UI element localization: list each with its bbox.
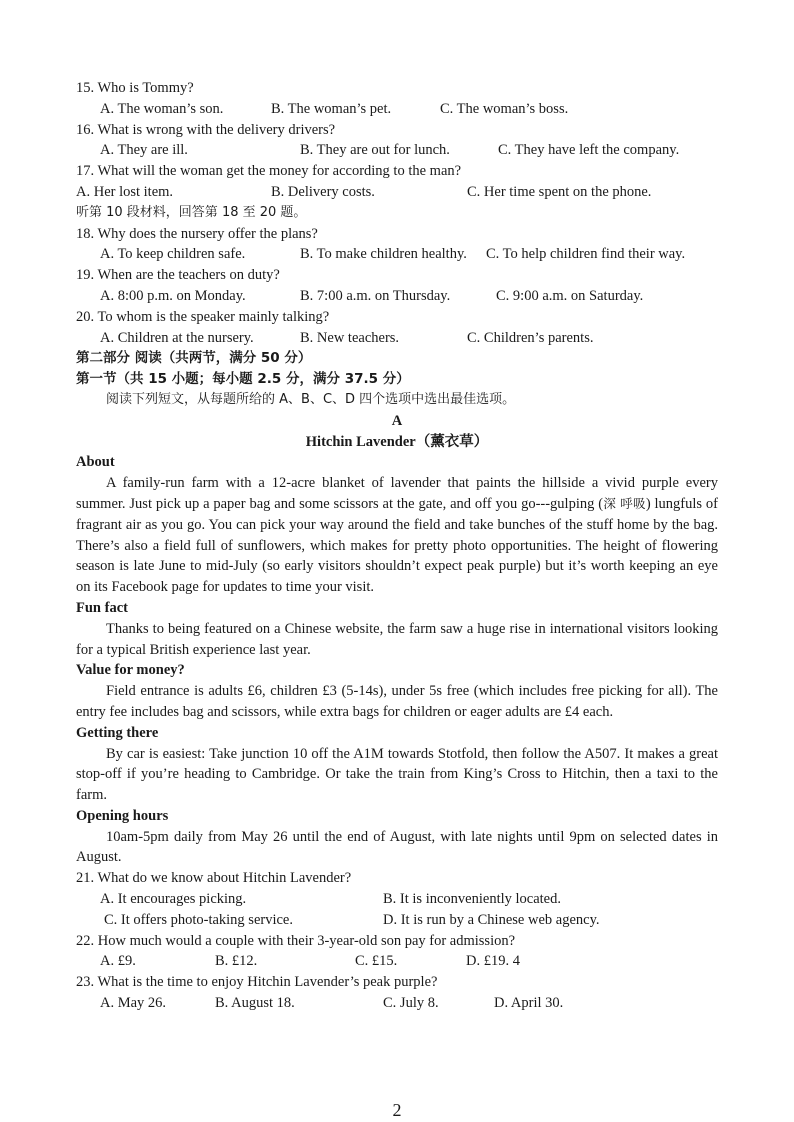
page-number: 2 bbox=[392, 1100, 402, 1120]
q17-option-c: C. Her time spent on the phone. bbox=[467, 183, 652, 200]
part-2-title: 第二部分 阅读（共两节，满分 50 分） bbox=[76, 350, 312, 367]
q22-option-b: B. £12. bbox=[215, 953, 258, 970]
question-20-stem: 20. To whom is the speaker mainly talking? bbox=[76, 308, 330, 325]
q23-option-a: A. May 26. bbox=[100, 995, 167, 1012]
q22-option-c: C. £15. bbox=[355, 953, 398, 970]
q20-option-b: B. New teachers. bbox=[300, 329, 400, 346]
value-paragraph: Field entrance is adults £6, children £3 (5-14s), under 5s free (which includes free picking for all). The entry fee includes bag and scissors, while extra bags for children or eager adults are £4 each. bbox=[76, 683, 718, 720]
question-18-options bbox=[76, 244, 718, 265]
about-paragraph bbox=[76, 473, 718, 598]
question-19-options bbox=[76, 286, 718, 307]
passage-10-instruction: 听第 10 段材料，回答第 18 至 20 题。 bbox=[76, 204, 307, 220]
q16-option-a: A. They are ill. bbox=[100, 142, 188, 159]
question-20-options bbox=[76, 328, 718, 349]
q21-option-b: B. It is inconveniently located. bbox=[383, 891, 561, 908]
opening-hours-paragraph: 10am-5pm daily from May 26 until the end of August, with late nights until 9pm on selected dates in August. bbox=[76, 828, 718, 866]
q18-option-c: C. To help children find their way. bbox=[486, 246, 686, 263]
question-16-stem: 16. What is wrong with the delivery drivers? bbox=[76, 121, 336, 138]
reading-instructions: 阅读下列短文，从每题所给的 A、B、C、D 四个选项中选出最佳选项。 bbox=[106, 391, 516, 407]
about-text-chinese-gloss: 深 呼吸 bbox=[603, 495, 646, 511]
q18-option-b: B. To make children healthy. bbox=[300, 246, 467, 263]
q20-option-c: C. Children’s parents. bbox=[467, 329, 594, 346]
question-21-options-row-2 bbox=[76, 910, 718, 931]
q23-option-d: D. April 30. bbox=[494, 995, 564, 1012]
question-21-options-row-1 bbox=[76, 889, 718, 910]
question-22-stem: 22. How much would a couple with their 3-year-old son pay for admission? bbox=[76, 932, 516, 949]
q23-option-b: B. August 18. bbox=[215, 995, 295, 1012]
q16-option-b: B. They are out for lunch. bbox=[300, 142, 450, 159]
question-19-stem: 19. When are the teachers on duty? bbox=[76, 267, 280, 284]
getting-there-paragraph: By car is easiest: Take junction 10 off the A1M towards Stotfold, then follow the A507. It makes a great stop-off if you’re heading to Cambridge. Or take the train from King’s Cross to Hitchin, then a taxi to the farm. bbox=[76, 745, 718, 804]
question-17-stem: 17. What will the woman get the money for according to the man? bbox=[76, 163, 462, 180]
q21-option-c: C. It offers photo-taking service. bbox=[104, 911, 293, 928]
exam-page bbox=[76, 78, 718, 1014]
q19-option-b: B. 7:00 a.m. on Thursday. bbox=[300, 287, 451, 304]
q19-option-a: A. 8:00 p.m. on Monday. bbox=[100, 287, 246, 304]
q22-option-d: D. £19. 4 bbox=[466, 953, 520, 970]
q16-option-c: C. They have left the company. bbox=[498, 142, 680, 159]
q23-option-c: C. July 8. bbox=[383, 995, 439, 1012]
q15-option-c: C. The woman’s boss. bbox=[440, 100, 569, 117]
value-heading: Value for money? bbox=[76, 662, 185, 679]
about-text-part-2: ) lungfuls of fragrant air as you go. You can pick your way around the field and take bunches of the stuff home by the bag. There’s also a field full of sunflowers, which makes for pretty photo opportunities. The height of flowering season is late June to mid-July (so early visitors shouldn’t expect peak purple) but it’s worth keeping an eye on its Facebook page for updates to time your visit. bbox=[76, 495, 718, 596]
q19-option-c: C. 9:00 a.m. on Saturday. bbox=[496, 287, 644, 304]
q17-option-a: A. Her lost item. bbox=[76, 183, 174, 200]
q15-option-a: A. The woman’s son. bbox=[100, 100, 224, 117]
question-23-stem: 23. What is the time to enjoy Hitchin Lavender’s peak purple? bbox=[76, 974, 438, 991]
getting-there-heading: Getting there bbox=[76, 724, 159, 741]
question-17-options bbox=[76, 182, 718, 203]
question-15-options bbox=[76, 99, 718, 120]
question-18-stem: 18. Why does the nursery offer the plans? bbox=[76, 225, 318, 242]
fun-fact-heading: Fun fact bbox=[76, 599, 128, 616]
question-22-options bbox=[76, 951, 718, 972]
about-text-part-1: A family-run farm with a 12-acre blanket of lavender that paints the hillside a vivid purple every summer. Just pick up a paper bag and some scissors at the gate, and off you go---gulping ( bbox=[76, 475, 718, 512]
q21-option-a: A. It encourages picking. bbox=[100, 891, 247, 908]
question-16-options bbox=[76, 140, 718, 161]
question-23-options bbox=[76, 993, 718, 1014]
passage-title: Hitchin Lavender（薰衣草） bbox=[305, 433, 489, 450]
section-1-title: 第一节（共 15 小题；每小题 2.5 分，满分 37.5 分） bbox=[76, 371, 410, 388]
passage-letter: A bbox=[391, 412, 403, 429]
fun-fact-paragraph: Thanks to being featured on a Chinese website, the farm saw a huge rise in international visitors looking for a typical British experience last year. bbox=[76, 620, 718, 658]
q15-option-b: B. The woman’s pet. bbox=[271, 100, 392, 117]
about-heading: About bbox=[76, 454, 115, 471]
opening-hours-heading: Opening hours bbox=[76, 807, 169, 824]
question-15-stem: 15. Who is Tommy? bbox=[76, 80, 194, 96]
q21-option-d: D. It is run by a Chinese web agency. bbox=[383, 911, 600, 928]
q17-option-b: B. Delivery costs. bbox=[271, 183, 375, 200]
question-21-stem: 21. What do we know about Hitchin Lavender? bbox=[76, 870, 352, 887]
q18-option-a: A. To keep children safe. bbox=[100, 246, 246, 263]
q20-option-a: A. Children at the nursery. bbox=[100, 329, 254, 346]
q22-option-a: A. £9. bbox=[100, 953, 136, 970]
